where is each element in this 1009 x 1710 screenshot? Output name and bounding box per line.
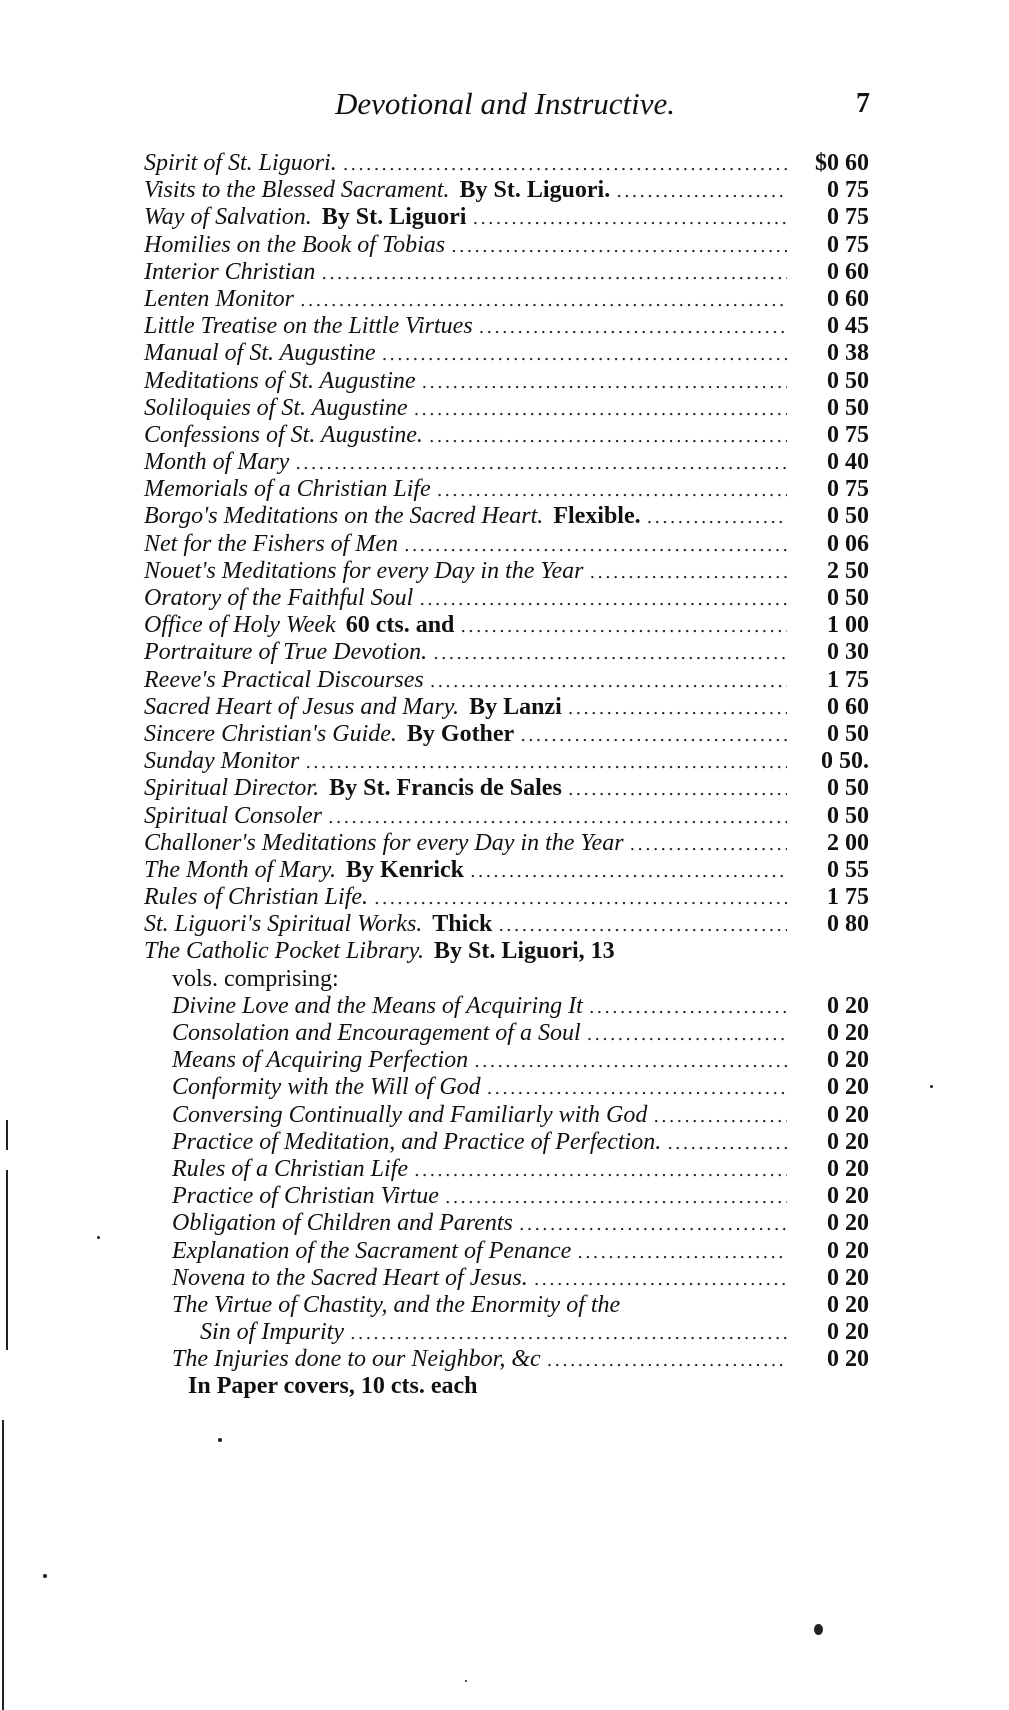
book-price: 0 20 xyxy=(827,1155,869,1182)
book-price: 0 20 xyxy=(827,1183,869,1210)
book-price: 0 45 xyxy=(827,313,869,340)
list-item xyxy=(144,422,869,449)
leader-dots xyxy=(300,287,787,314)
book-note: By St. Liguori xyxy=(321,204,467,231)
book-title: Consolation and Encouragement of a Soul xyxy=(172,1020,581,1046)
book-price: 0 20 xyxy=(827,1210,869,1237)
leader-dots xyxy=(519,1211,787,1238)
list-item xyxy=(144,368,869,395)
list-item xyxy=(144,503,869,530)
book-price: 1 75 xyxy=(827,884,869,911)
book-title: Spiritual Director. xyxy=(144,775,320,802)
book-price: 0 60 xyxy=(827,693,869,720)
book-title: Sincere Christian's Guide. xyxy=(144,720,397,747)
book-price: 0 75 xyxy=(827,421,869,448)
list-item xyxy=(144,531,869,558)
book-title: Interior Christian xyxy=(144,258,316,285)
book-title: Rules of a Christian Life xyxy=(172,1155,409,1182)
book-price: 0 60 xyxy=(827,285,869,312)
book-title: Nouet's Meditations for every Day in the Year xyxy=(144,557,584,584)
list-item xyxy=(144,830,869,857)
book-title: Practice of Christian Virtue xyxy=(172,1183,439,1210)
leader-dots xyxy=(577,1239,787,1266)
book-price: 0 20 xyxy=(827,992,869,1019)
book-title: Sunday Monitor xyxy=(144,748,300,775)
list-item xyxy=(144,1020,869,1047)
list-item xyxy=(144,993,869,1020)
leader-dots xyxy=(647,504,787,531)
leader-dots xyxy=(487,1075,787,1102)
list-item xyxy=(144,259,869,286)
list-item xyxy=(144,911,869,938)
leader-dots xyxy=(653,1103,787,1130)
book-title: Novena to the Sacred Heart of Jesus. xyxy=(172,1264,528,1291)
book-title: Oratory of the Faithful Soul xyxy=(144,585,414,611)
book-price: 0 75 xyxy=(827,177,869,204)
library-continuation xyxy=(144,966,869,993)
book-price: 0 75 xyxy=(827,231,869,258)
library-footer xyxy=(144,1373,869,1400)
leader-dots xyxy=(382,341,787,368)
book-price: 0 40 xyxy=(827,449,869,476)
leader-dots xyxy=(472,205,787,232)
list-item xyxy=(144,476,869,503)
leader-dots xyxy=(414,1157,787,1184)
book-title: Obligation of Children and Parents xyxy=(172,1210,513,1237)
book-price: 0 20 xyxy=(827,1291,869,1318)
leader-dots xyxy=(343,151,787,178)
list-item xyxy=(144,150,869,177)
leader-dots xyxy=(451,233,787,260)
book-price: 0 80 xyxy=(827,911,869,938)
leader-dots xyxy=(422,369,787,396)
book-price: 0 50. xyxy=(821,748,869,775)
leader-dots xyxy=(590,559,787,586)
book-title: Borgo's Meditations on the Sacred Heart. xyxy=(144,503,544,530)
list-item xyxy=(144,694,869,721)
book-price: 0 06 xyxy=(827,530,869,557)
list-item xyxy=(144,1156,869,1183)
list-item xyxy=(144,1319,869,1346)
leader-dots xyxy=(470,858,787,885)
page-number: 7 xyxy=(856,88,870,119)
print-speck xyxy=(218,1438,222,1442)
leader-dots xyxy=(433,640,787,667)
book-price: 1 00 xyxy=(827,612,869,639)
book-title: Spiritual Consoler xyxy=(144,802,323,829)
list-item xyxy=(144,286,869,313)
print-speck xyxy=(465,1680,467,1682)
book-note: By Lanzi xyxy=(469,693,562,720)
list-item xyxy=(144,585,869,612)
book-title: Manual of St. Augustine xyxy=(144,340,376,367)
print-speck xyxy=(930,1085,933,1088)
leader-dots xyxy=(429,423,787,450)
book-note: By St. Francis de Sales xyxy=(329,775,562,802)
book-title: Conversing Continually and Familiarly with God xyxy=(172,1101,648,1128)
book-title: Sin of Impurity xyxy=(200,1319,344,1346)
book-price: 0 20 xyxy=(827,1237,869,1264)
book-price: 0 20 xyxy=(827,1074,869,1101)
book-title: Meditations of St. Augustine xyxy=(144,367,416,394)
list-item xyxy=(144,1183,869,1210)
book-price: 2 00 xyxy=(827,829,869,856)
leader-dots xyxy=(498,912,787,939)
book-title: Conformity with the Will of God xyxy=(172,1074,481,1101)
list-item xyxy=(144,313,869,340)
book-title: Challoner's Meditations for every Day in the Year xyxy=(144,829,624,856)
book-title: Homilies on the Book of Tobias xyxy=(144,231,446,258)
margin-mark xyxy=(6,1120,8,1150)
list-item xyxy=(144,449,869,476)
leader-dots xyxy=(589,994,787,1021)
list-item xyxy=(144,667,869,694)
book-title: Portraiture of True Devotion. xyxy=(144,639,428,666)
list-item xyxy=(144,558,869,585)
list-item xyxy=(144,204,869,231)
library-heading xyxy=(144,938,869,965)
list-item xyxy=(144,775,869,802)
list-item xyxy=(144,803,869,830)
list-item xyxy=(144,340,869,367)
leader-dots xyxy=(587,1021,787,1048)
book-title: The Month of Mary. xyxy=(144,856,336,883)
book-title: Net for the Fishers of Men xyxy=(144,530,398,557)
book-note: Flexible. xyxy=(553,503,641,530)
list-item xyxy=(144,1102,869,1129)
leader-dots xyxy=(479,314,787,341)
library-note: By St. Liguori, 13 xyxy=(433,938,615,965)
book-price: 0 38 xyxy=(827,340,869,367)
book-price: 0 50 xyxy=(827,394,869,421)
list-item xyxy=(144,884,869,911)
list-item xyxy=(144,1210,869,1237)
leader-dots xyxy=(430,668,787,695)
book-price: 0 50 xyxy=(827,367,869,394)
book-title: Lenten Monitor xyxy=(144,285,294,312)
leader-dots xyxy=(520,722,787,749)
book-price: 0 60 xyxy=(827,258,869,285)
book-title: Soliloquies of St. Augustine xyxy=(144,394,408,421)
book-price: 0 50 xyxy=(827,802,869,829)
book-title: Little Treatise on the Little Virtues xyxy=(144,313,473,340)
library-footer-text: In Paper covers, 10 cts. each xyxy=(188,1373,478,1400)
book-price: 0 50 xyxy=(827,775,869,802)
leader-dots xyxy=(305,749,787,776)
book-price: 0 30 xyxy=(827,639,869,666)
book-title: Explanation of the Sacrament of Penance xyxy=(172,1237,572,1264)
book-price: 0 20 xyxy=(827,1047,869,1074)
book-title: Confessions of St. Augustine. xyxy=(144,421,423,448)
book-list xyxy=(144,150,869,1401)
book-price: 0 75 xyxy=(827,204,869,231)
list-item xyxy=(144,1265,869,1292)
margin-mark xyxy=(6,1170,8,1350)
book-title: Reeve's Practical Discourses xyxy=(144,666,424,693)
book-note: 60 cts. and xyxy=(345,612,455,639)
leader-dots xyxy=(321,260,787,287)
list-item xyxy=(144,395,869,422)
book-price: 0 55 xyxy=(827,856,869,883)
list-item xyxy=(144,748,869,775)
list-item xyxy=(144,1047,869,1074)
book-title: Practice of Meditation, and Practice of Perfection. xyxy=(172,1128,662,1155)
book-title: Means of Acquiring Perfection xyxy=(172,1047,469,1074)
leader-dots xyxy=(474,1048,787,1075)
book-price: 0 75 xyxy=(827,476,869,503)
list-item xyxy=(144,639,869,666)
book-title: The Virtue of Chastity, and the Enormity of the xyxy=(172,1291,621,1318)
leader-dots xyxy=(419,586,787,613)
library-title: The Catholic Pocket Library. xyxy=(144,938,424,965)
list-item xyxy=(144,1346,869,1373)
page-title: Devotional and Instructive. xyxy=(334,86,676,121)
book-title: St. Liguori's Spiritual Works. xyxy=(144,911,423,938)
book-price: 0 50 xyxy=(827,720,869,747)
list-item xyxy=(144,1074,869,1101)
book-note: By Gother xyxy=(406,720,515,747)
book-price: 0 20 xyxy=(827,1264,869,1291)
leader-dots xyxy=(328,804,787,831)
book-price: 1 75 xyxy=(827,666,869,693)
book-title: Visits to the Blessed Sacrament. xyxy=(144,177,450,204)
margin-mark xyxy=(2,1420,4,1710)
book-title: Sacred Heart of Jesus and Mary. xyxy=(144,693,460,720)
list-item xyxy=(144,721,869,748)
leader-dots xyxy=(460,613,787,640)
book-price: 2 50 xyxy=(827,557,869,584)
print-speck xyxy=(814,1624,823,1635)
list-item xyxy=(144,612,869,639)
book-title: Spirit of St. Liguori. xyxy=(144,150,337,176)
leader-dots xyxy=(350,1320,787,1347)
book-title: Rules of Christian Life. xyxy=(144,884,369,911)
list-item xyxy=(144,1238,869,1265)
print-speck xyxy=(97,1236,100,1239)
leader-dots xyxy=(414,396,787,423)
leader-dots xyxy=(630,831,787,858)
book-title: Way of Salvation. xyxy=(144,204,312,231)
book-title: Divine Love and the Means of Acquiring It xyxy=(172,992,583,1019)
leader-dots xyxy=(404,532,787,559)
book-price: 0 20 xyxy=(827,1020,869,1046)
leader-dots xyxy=(534,1266,787,1293)
book-title: Month of Mary xyxy=(144,449,290,476)
list-item xyxy=(144,1292,869,1319)
book-price: 0 20 xyxy=(827,1346,869,1373)
leader-dots xyxy=(616,178,787,205)
list-item xyxy=(144,177,869,204)
list-item xyxy=(144,1129,869,1156)
leader-dots xyxy=(568,695,787,722)
leader-dots xyxy=(568,776,787,803)
leader-dots xyxy=(547,1347,787,1374)
leader-dots xyxy=(374,885,787,912)
leader-dots xyxy=(437,477,787,504)
book-title: The Injuries done to our Neighbor, &c xyxy=(172,1346,541,1373)
book-price: $0 60 xyxy=(815,150,869,176)
print-speck xyxy=(43,1574,47,1578)
book-price: 0 20 xyxy=(827,1128,869,1155)
list-item xyxy=(144,232,869,259)
leader-dots xyxy=(295,450,787,477)
page-header xyxy=(140,84,870,124)
list-item xyxy=(144,857,869,884)
book-price: 0 50 xyxy=(827,503,869,530)
book-price: 0 20 xyxy=(827,1101,869,1128)
book-note: By Kenrick xyxy=(346,856,464,883)
book-title: Office of Holy Week xyxy=(144,612,336,639)
library-continuation-text: vols. comprising: xyxy=(172,965,339,992)
book-note: By St. Liguori. xyxy=(459,177,611,204)
book-price: 0 20 xyxy=(827,1319,869,1346)
book-title: Memorials of a Christian Life xyxy=(144,476,431,503)
book-note: Thick xyxy=(432,911,493,938)
leader-dots xyxy=(445,1184,787,1211)
book-price: 0 50 xyxy=(827,585,869,611)
leader-dots xyxy=(667,1130,787,1157)
